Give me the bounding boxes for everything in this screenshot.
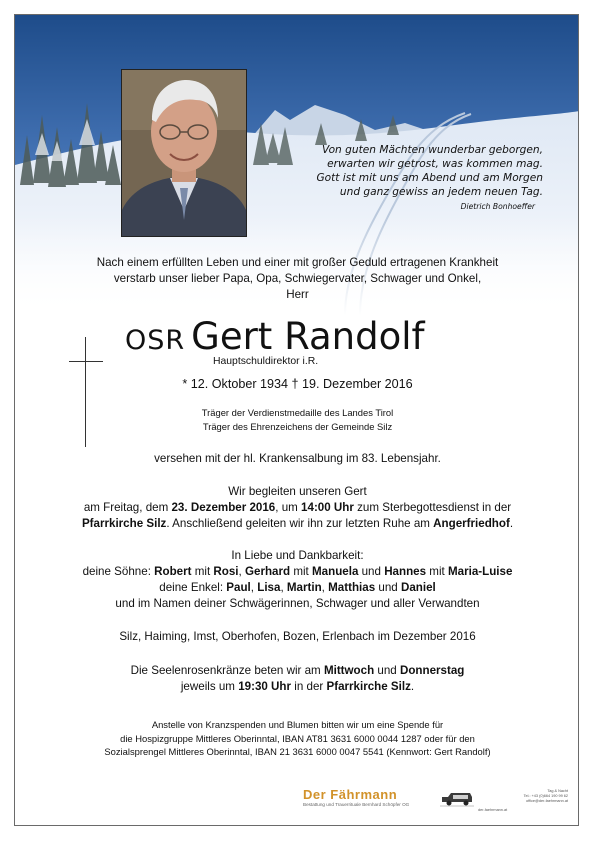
quote-line: und ganz gewiss an jedem neuen Tag. [339,186,543,198]
quote-author: Dietrich Bonhoeffer [460,202,535,211]
bonhoeffer-quote [315,143,543,214]
funeral-cemetery: Angerfriedhof [433,517,510,530]
rosary-info [15,663,579,695]
quote-line: Von guten Mächten wunderbar geborgen, [321,144,543,156]
places-text: Silz, Haiming, Imst, Oberhofen, Bozen, Erlenbach im Dezember 2016 [119,630,476,643]
family-others: und im Namen deiner Schwägerinnen, Schwager und aller Verwandten [115,597,480,610]
rosary-line-1: Die Seelenrosenkränze beten wir am Mittwoch und Donnerstag [130,664,465,677]
obituary-card [14,14,579,826]
funeral-church: Pfarrkirche Silz [81,517,167,530]
rosary-line-2: jeweils um 19:30 Uhr in der Pfarrkirche Silz. [180,680,415,693]
honor-line: Träger der Verdienstmedaille des Landes Tirol [201,407,394,418]
funeral-info [15,484,579,532]
life-dates: * 12. Oktober 1934 † 19. Dezember 2016 [182,377,413,391]
family-sons: deine Söhne: Robert mit Rosi, Gerhard mit Manuela und Hannes mit Maria-Luise [82,565,513,578]
portrait-graphic [122,70,246,236]
portrait-photo [121,69,247,237]
contact-line: Tel.: +43 (0)664 190 99 62 [523,794,568,798]
donation-info [15,718,579,759]
contact-line: office@der-faehrmann.at [526,799,568,803]
contact-line: Tag & Nacht [547,789,568,793]
family-intro: In Liebe und Dankbarkeit: [231,549,364,562]
donation-line: die Hospizgruppe Mittleres Oberinntal, IBAN AT81 3631 6000 0044 1287 oder für den [120,732,475,744]
hearse-icon [440,791,474,807]
deceased-rank: Hauptschuldirektor i.R. [213,356,319,367]
family-block [15,548,579,612]
honors [15,406,579,433]
deceased-title: OSR [125,325,186,356]
undertaker-website: der-faehrmann.at [478,808,508,812]
funeral-line-3: Pfarrkirche Silz. Anschließend geleiten wir ihn zur letzten Ruhe am Angerfriedhof. [81,517,514,530]
donation-line: Anstelle von Kranzspenden und Blumen bitten wir um eine Spende für [151,719,444,730]
places-line [15,629,579,645]
funeral-date: 23. Dezember 2016 [171,501,276,514]
sacrament-text: versehen mit der hl. Krankensalbung im 83. Lebensjahr. [154,452,441,465]
undertaker-logo [303,787,409,808]
funeral-line-2: am Freitag, dem 23. Dezember 2016, um 14:00 Uhr zum Sterbegottesdienst in der [83,501,512,514]
intro-line: Herr [286,288,309,301]
undertaker-name: Der Fährmann [303,787,398,802]
undertaker-footer [15,787,579,815]
undertaker-subtitle: Bestattung und Trauerrituale Bernhard Schöpfer OG [303,802,410,807]
sacrament-line [15,451,579,467]
donation-line: Sozialsprengel Mittleres Oberinntal, IBAN 21 3631 6000 0047 5541 (Kennwort: Gert Randolf) [104,746,491,757]
intro-text [15,255,579,303]
intro-line: verstarb unser lieber Papa, Opa, Schwiegervater, Schwager und Onkel, [113,272,482,285]
deceased-full-name: Gert Randolf [191,315,425,358]
intro-line: Nach einem erfüllten Leben und einer mit großer Geduld ertragenen Krankheit [96,256,499,269]
undertaker-contact [508,789,568,804]
quote-line: erwarten wir getrost, was kommen mag. [327,158,543,170]
quote-line: Gott ist mit uns am Abend und am Morgen [316,172,543,184]
funeral-time: 14:00 Uhr [301,501,354,514]
family-grandchildren: deine Enkel: Paul, Lisa, Martin, Matthias und Daniel [159,581,436,594]
funeral-line-1: Wir begleiten unseren Gert [228,485,367,498]
honor-line: Träger des Ehrenzeichens der Gemeinde Silz [202,420,393,432]
